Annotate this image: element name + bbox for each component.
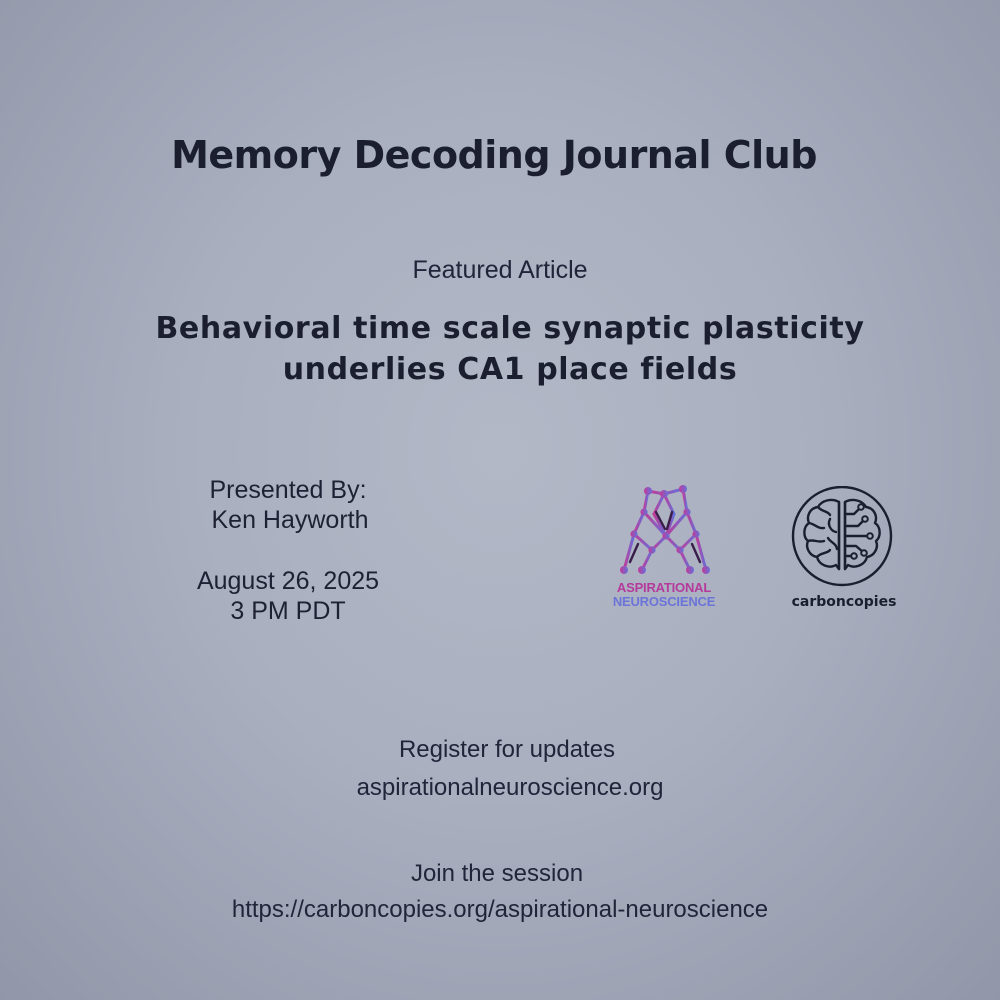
journal-club-title: Memory Decoding Journal Club xyxy=(171,133,817,177)
aspirational-neuroscience-wordmark xyxy=(612,581,716,609)
brain-circuit-icon xyxy=(784,486,904,590)
carboncopies-logo xyxy=(784,486,904,616)
register-label: Register for updates xyxy=(398,736,616,763)
presenter-name: Ken Hayworth xyxy=(211,506,369,534)
aspirational-neuroscience-logo xyxy=(612,484,716,620)
join-session-url[interactable]: https://carboncopies.org/aspirational-neuroscience xyxy=(231,896,769,923)
session-time: 3 PM PDT xyxy=(230,597,346,625)
aspirational-wordmark-line-1: ASPIRATIONAL xyxy=(616,580,712,595)
register-url[interactable]: aspirationalneuroscience.org xyxy=(356,774,664,801)
article-title-line-1: Behavioral time scale synaptic plasticity xyxy=(155,311,865,346)
aspirational-neuroscience-icon xyxy=(612,484,716,580)
article-title-line-2: underlies CA1 place fields xyxy=(282,352,738,387)
join-session-label: Join the session xyxy=(410,860,584,887)
featured-article-label: Featured Article xyxy=(412,256,588,284)
carboncopies-wordmark: carboncopies xyxy=(791,594,897,610)
presented-by-label: Presented By: xyxy=(209,476,367,504)
session-date: August 26, 2025 xyxy=(196,567,380,595)
article-title xyxy=(0,308,1000,390)
aspirational-wordmark-line-2: NEUROSCIENCE xyxy=(612,594,716,609)
